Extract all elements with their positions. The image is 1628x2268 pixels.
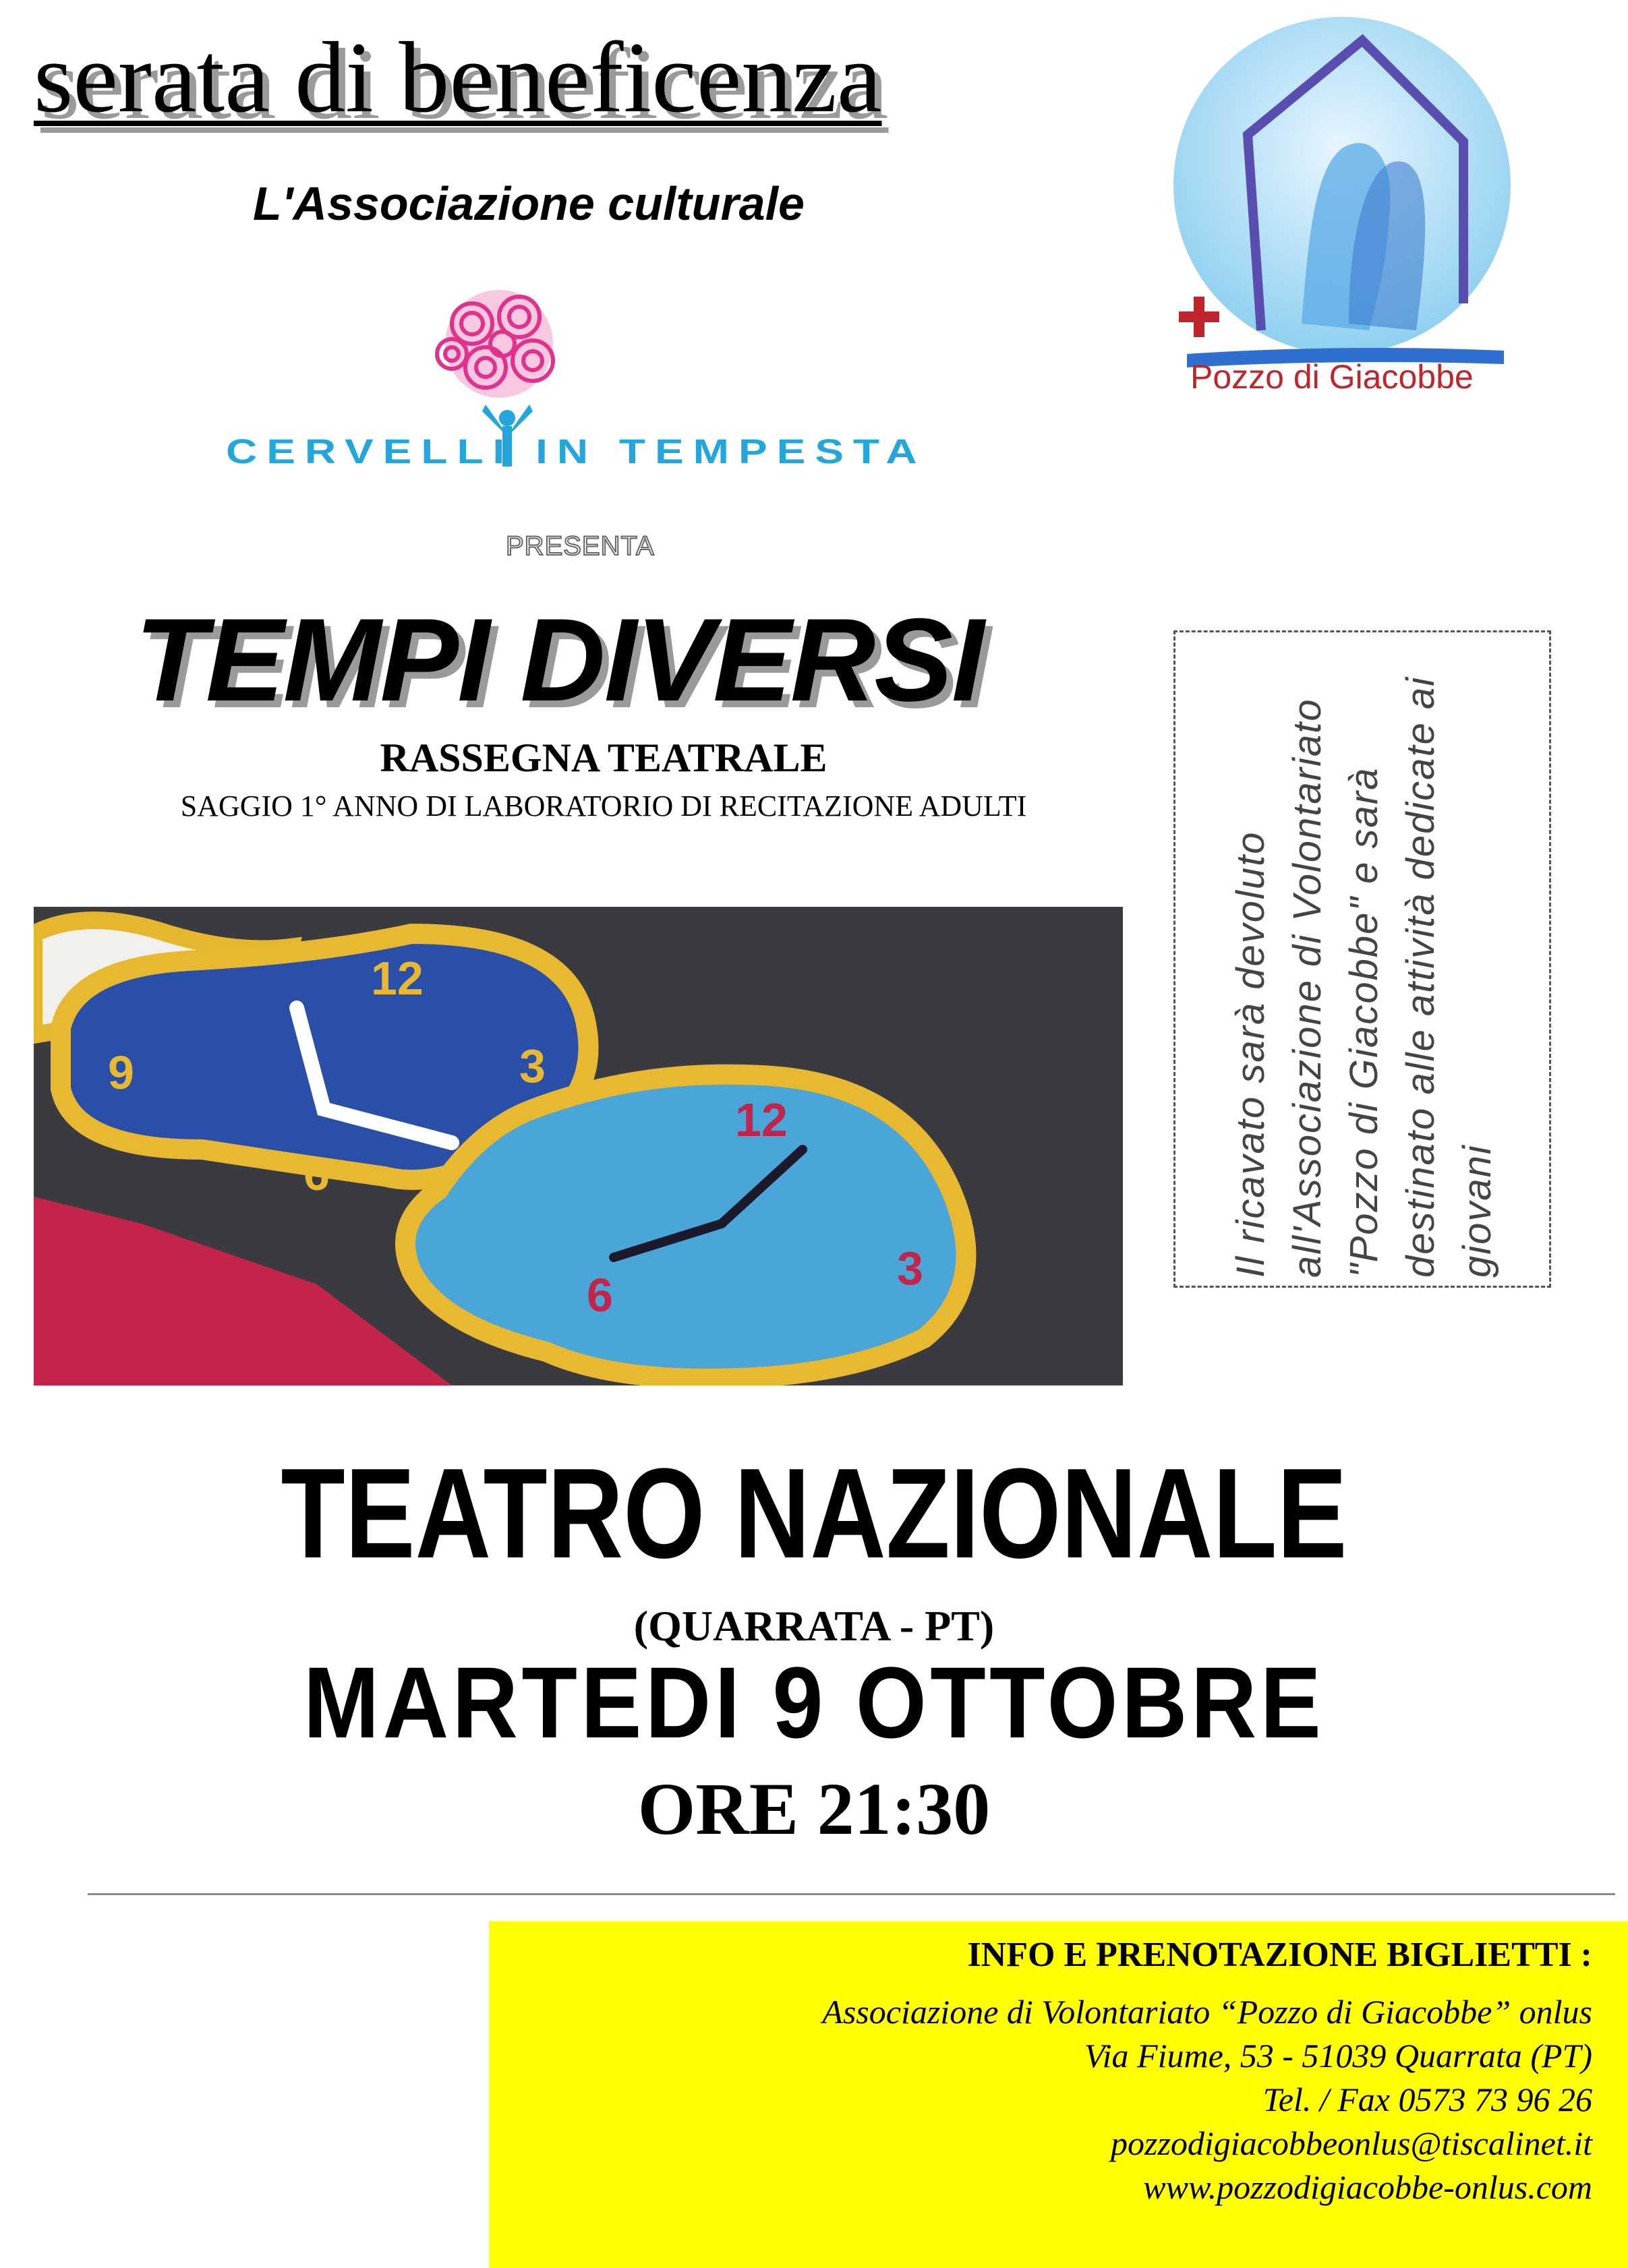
svg-text:6: 6 (303, 1147, 330, 1200)
svg-text:12: 12 (371, 952, 424, 1005)
pozzo-logo-text: Pozzo di Giacobbe (1190, 358, 1474, 396)
headline: serata di beneficenza (34, 22, 882, 133)
caritas-cross-icon (1179, 297, 1219, 337)
info-email-link[interactable]: pozzodigiacobbeonlus@tiscalinet.it (1110, 2124, 1592, 2162)
divider (88, 1893, 1615, 1895)
presents-label: PRESENTA (506, 531, 655, 561)
svg-text:12: 12 (735, 1094, 788, 1146)
show-subtitle: RASSEGNA TEATRALE (380, 736, 827, 780)
venue-location: (QUARRATA - PT) (633, 1602, 995, 1650)
info-organization: Associazione di Volontariato “Pozzo di Giacobbe” onlus (822, 1993, 1592, 2031)
melting-clocks-photo (34, 907, 1123, 1385)
info-box (489, 1921, 1628, 2268)
info-website-link[interactable]: www.pozzodigiacobbe-onlus.com (1143, 2168, 1592, 2206)
show-title: TEMPI DIVERSI (135, 595, 983, 726)
association-intro: L'Associazione culturale (253, 177, 805, 230)
cervelli-logo-text: CERVELLI IN TEMPESTA (226, 431, 927, 471)
info-title: INFO E PRENOTAZIONE BIGLIETTI : (967, 1936, 1592, 1974)
info-address: Via Fiume, 53 - 51039 Quarrata (PT) (1084, 2037, 1592, 2075)
svg-text:3: 3 (897, 1242, 923, 1294)
spiral-tree-icon (437, 290, 553, 398)
svg-text:6: 6 (587, 1269, 613, 1321)
donation-note-text: Il ricavato sarà devoluto all'Associazione di Volontariato "Pozzo di Giacobbe" e sarà destinato alle attività dedicate ai giovani (1229, 676, 1499, 1278)
donation-note (1173, 630, 1551, 1288)
event-date: MARTEDI 9 OTTOBRE (303, 1646, 1325, 1759)
show-description: SAGGIO 1° ANNO DI LABORATORIO DI RECITAZIONE ADULTI (180, 789, 1027, 823)
info-phone: Tel. / Fax 0573 73 96 26 (1262, 2081, 1592, 2118)
event-time: ORE 21:30 (637, 1768, 991, 1850)
svg-text:3: 3 (519, 1040, 546, 1092)
venue-name: TEATRO NAZIONALE (281, 1442, 1347, 1585)
svg-text:9: 9 (108, 1046, 134, 1099)
